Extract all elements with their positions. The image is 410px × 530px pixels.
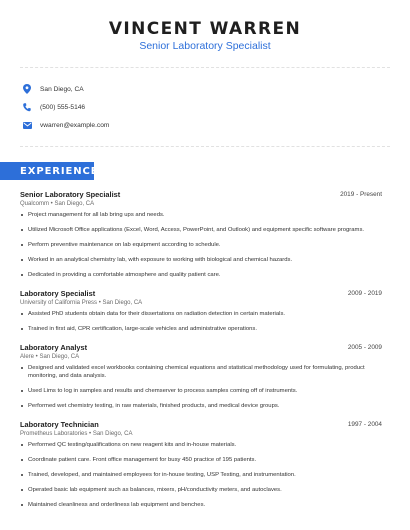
bullet-item: Performed wet chemistry testing, in raw materials, finished products, and medical device groups. [20, 402, 382, 410]
job-dates: 2005 - 2009 [347, 344, 382, 351]
job-title: Laboratory Technician [20, 420, 99, 429]
job-location: San Diego, CA [92, 431, 133, 437]
email-icon [22, 119, 32, 131]
candidate-name: VINCENT WARREN [108, 19, 302, 39]
bullet-item: Perform preventive maintenance on lab equipment according to schedule. [20, 241, 382, 249]
job-location: San Diego, CA [54, 201, 95, 207]
job-dates: 2009 - 2019 [347, 290, 382, 297]
job-org-line: Qualcomm • San Diego, CA [20, 201, 95, 207]
job-org: Prometheus Laboratories [20, 431, 88, 437]
job-entry [20, 420, 382, 509]
job-bullets [20, 364, 382, 410]
candidate-role: Senior Laboratory Specialist [139, 40, 271, 52]
job-entry [20, 343, 382, 410]
bullet-item: Designed and validated excel workbooks containing chemical equations and statistical methodology used for formulating, product monitoring, and data analysis. [20, 364, 382, 380]
job-org-line: Prometheus Laboratories • San Diego, CA [20, 431, 133, 437]
bullet-item: Worked in an analytical chemistry lab, with exposure to working with biological and chemical hazards. [20, 256, 382, 264]
email-text: vwarren@example.com [40, 121, 110, 129]
bullet-item: Utilized Microsoft Office applications (Excel, Word, Access, PowerPoint, and Outlook) and equipment specific software programs. [20, 226, 382, 234]
bullet-item: Operated basic lab equipment such as balances, mixers, pH/conductivity meters, and autoclaves. [20, 486, 382, 494]
job-entry [20, 289, 382, 333]
contact-location [22, 82, 84, 96]
phone-icon [22, 101, 32, 113]
bullet-item: Performed QC testing/qualifications on new reagent kits and in-house materials. [20, 441, 382, 449]
job-entry [20, 190, 382, 279]
bullet-item: Maintained cleanliness and orderliness lab equipment and benches. [20, 501, 382, 509]
job-org-line: University of California Press • San Diego, CA [20, 300, 143, 306]
location-text: San Diego, CA [40, 85, 84, 93]
contact-email [22, 118, 109, 132]
bullet-item: Trained in first aid, CPR certification, large-scale vehicles and administrative operations. [20, 325, 382, 333]
bullet-item: Coordinate patient care. Front office management for busy 450 practice of 195 patients. [20, 456, 382, 464]
job-dates: 2019 - Present [340, 191, 382, 198]
bullet-item: Dedicated in providing a comfortable atmosphere and quality patient care. [20, 271, 382, 279]
experience-heading [0, 162, 99, 180]
job-bullets [20, 310, 382, 333]
job-dates: 1997 - 2004 [347, 421, 382, 428]
job-location: San Diego, CA [39, 354, 80, 360]
job-org-line: Alere • San Diego, CA [20, 354, 80, 360]
bullet-item: Used Lims to log in samples and results and chemserver to process samples coming off of instruments. [20, 387, 382, 395]
job-org: Alere [20, 354, 35, 360]
job-title: Laboratory Specialist [20, 289, 96, 298]
header-divider [20, 67, 390, 68]
job-bullets [20, 441, 382, 509]
job-bullets [20, 211, 382, 279]
contact-divider [20, 146, 390, 147]
bullet-item: Trained, developed, and maintained employees for in-house testing, USP Testing, and instrumentation. [20, 471, 382, 479]
phone-text: (500) 555-5146 [40, 103, 86, 111]
job-title: Laboratory Analyst [20, 343, 88, 352]
job-location: San Diego, CA [102, 300, 143, 306]
job-org: Qualcomm [20, 201, 50, 207]
bullet-item: Project management for all lab bring ups and needs. [20, 211, 382, 219]
contact-phone [22, 100, 85, 114]
experience-heading-text: EXPERIENCE [20, 165, 99, 177]
bullet-item: Assisted PhD students obtain data for their dissertations on radiation detection in certain materials. [20, 310, 382, 318]
location-pin-icon [22, 83, 32, 95]
job-title: Senior Laboratory Specialist [20, 190, 121, 199]
job-org: University of California Press [20, 300, 98, 306]
